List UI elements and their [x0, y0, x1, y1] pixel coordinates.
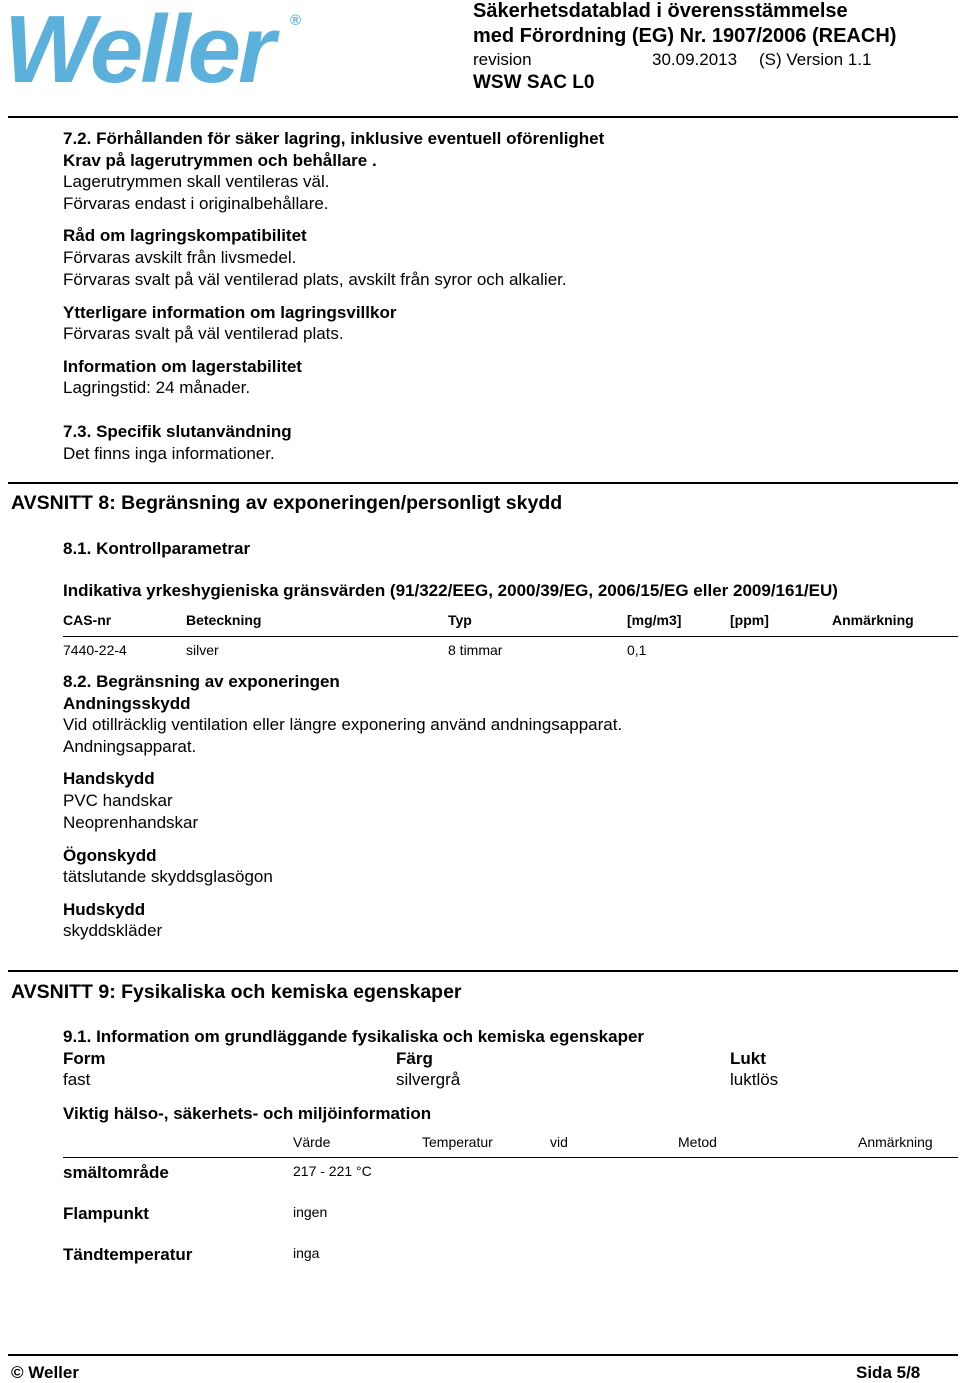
table-header-rule — [63, 1157, 958, 1158]
product-name: WSW SAC L0 — [473, 72, 595, 93]
storage-stability-heading: Information om lagerstabilitet — [63, 357, 302, 376]
storage-compatibility-line2: Förvaras svalt på väl ventilerad plats, avskilt från syror och alkalier. — [63, 270, 567, 289]
safety-info-heading: Viktig hälso-, säkerhets- och miljöinformation — [63, 1104, 432, 1123]
color-label: Färg — [396, 1049, 433, 1068]
column-header-mg-m3: [mg/m3] — [627, 612, 682, 628]
cell-mg-m3: 0,1 — [627, 642, 647, 658]
section-7-2-heading: 7.2. Förhållanden för säker lagring, inklusive eventuell oförenlighet — [63, 129, 605, 148]
odor-value: luktlös — [730, 1070, 779, 1089]
section-7-3-text: Det finns inga informationer. — [63, 444, 275, 463]
cell-cas: 7440-22-4 — [63, 642, 127, 658]
storage-stability-line1: Lagringstid: 24 månader. — [63, 378, 251, 397]
respiratory-protection-line2: Andningsapparat. — [63, 737, 197, 756]
odor-label: Lukt — [730, 1049, 766, 1068]
hand-protection-line1: PVC handskar — [63, 791, 173, 810]
column-header-method: Metod — [678, 1134, 717, 1150]
storage-compatibility-line1: Förvaras avskilt från livsmedel. — [63, 248, 297, 267]
storage-conditions-heading: Ytterligare information om lagringsvillkor — [63, 303, 397, 322]
property-value: 217 - 221 °C — [293, 1163, 372, 1179]
storage-requirements-heading: Krav på lagerutrymmen och behållare . — [63, 151, 377, 170]
footer-divider — [8, 1354, 958, 1356]
storage-conditions-line1: Förvaras svalt på väl ventilerad plats. — [63, 324, 344, 343]
table-header-rule — [63, 636, 958, 637]
property-name: Flampunkt — [63, 1204, 149, 1223]
header-divider — [8, 116, 958, 118]
storage-compatibility-heading: Råd om lagringskompatibilitet — [63, 226, 307, 245]
section-9-1-heading: 9.1. Information om grundläggande fysikaliska och kemiska egenskaper — [63, 1027, 645, 1046]
revision-version: (S) Version 1.1 — [759, 50, 872, 69]
property-name: Tändtemperatur — [63, 1245, 193, 1264]
section-8-title: AVSNITT 8: Begränsning av exponeringen/personligt skydd — [11, 492, 563, 514]
section-8-divider — [8, 482, 958, 484]
section-7-3-heading: 7.3. Specifik slutanvändning — [63, 422, 292, 441]
column-header-remark: Anmärkning — [858, 1134, 933, 1150]
property-value: inga — [293, 1245, 320, 1261]
skin-protection-heading: Hudskydd — [63, 900, 146, 919]
cell-designation: silver — [186, 642, 219, 658]
exposure-limits-table-title: Indikativa yrkeshygieniska gränsvärden (91/322/EEG, 2000/39/EG, 2006/15/EG eller 2009/161/EU) — [63, 581, 838, 600]
footer-copyright: © Weller — [11, 1363, 79, 1382]
form-label: Form — [63, 1049, 106, 1068]
document-title-line2: med Förordning (EG) Nr. 1907/2006 (REACH) — [473, 25, 897, 47]
section-9-title: AVSNITT 9: Fysikaliska och kemiska egenskaper — [11, 981, 462, 1003]
hand-protection-line2: Neoprenhandskar — [63, 813, 199, 832]
column-header-type: Typ — [448, 612, 472, 628]
skin-protection-line1: skyddskläder — [63, 921, 163, 940]
section-8-1-heading: 8.1. Kontrollparametrar — [63, 539, 251, 558]
section-8-2-heading: 8.2. Begränsning av exponeringen — [63, 672, 340, 691]
property-value: ingen — [293, 1204, 328, 1220]
logo-text: Weller — [4, 0, 273, 103]
storage-requirements-line2: Förvaras endast i originalbehållare. — [63, 194, 329, 213]
property-name: smältområde — [63, 1163, 169, 1182]
eye-protection-heading: Ögonskydd — [63, 846, 157, 865]
eye-protection-line1: tätslutande skyddsglasögon — [63, 867, 273, 886]
column-header-cas: CAS-nr — [63, 612, 112, 628]
hand-protection-heading: Handskydd — [63, 769, 155, 788]
respiratory-protection-heading: Andningsskydd — [63, 694, 191, 713]
revision-label: revision — [473, 50, 532, 69]
section-9-divider — [8, 970, 958, 972]
column-header-temperature: Temperatur — [422, 1134, 493, 1150]
column-header-designation: Beteckning — [186, 612, 262, 628]
column-header-at: vid — [550, 1134, 568, 1150]
form-value: fast — [63, 1070, 91, 1089]
storage-requirements-line1: Lagerutrymmen skall ventileras väl. — [63, 172, 330, 191]
registered-mark: ® — [290, 12, 302, 29]
footer-page-number: Sida 5/8 — [856, 1363, 921, 1382]
color-value: silvergrå — [396, 1070, 461, 1089]
revision-date: 30.09.2013 — [652, 50, 738, 69]
respiratory-protection-line1: Vid otillräcklig ventilation eller längre exponering använd andningsapparat. — [63, 715, 623, 734]
column-header-remark: Anmärkning — [832, 612, 914, 628]
document-title-line1: Säkerhetsdatablad i överensstämmelse — [473, 0, 848, 22]
column-header-ppm: [ppm] — [730, 612, 769, 628]
column-header-value: Värde — [293, 1134, 331, 1150]
cell-type: 8 timmar — [448, 642, 503, 658]
